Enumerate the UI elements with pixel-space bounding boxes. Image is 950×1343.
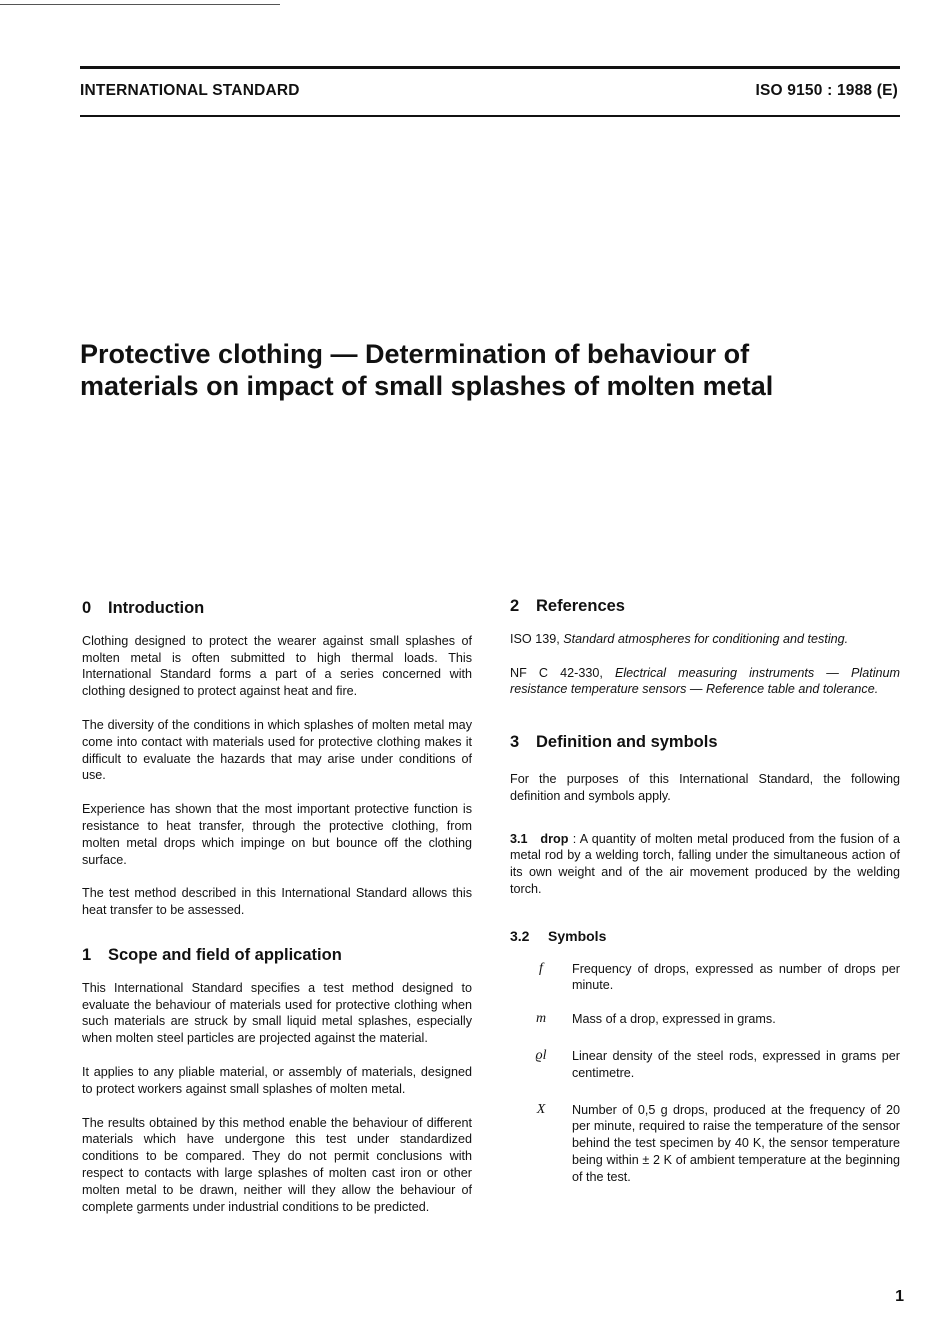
symbol-item — [510, 961, 900, 995]
symbol-item — [510, 1011, 900, 1028]
intro-paragraph-2: The diversity of the conditions in which splashes of molten metal may come into contact with materials used for protective clothing makes it difficult to evaluate the hazards that may arise under conditions of use. — [82, 717, 472, 783]
symbol-description: Number of 0,5 g drops, produced at the frequency of 20 per minute, required to raise the temperature of the sensor behind the test specimen by 40 K, the sensor temperature being within ± 2 K of ambient temperature at the beginning of the test. — [572, 1102, 900, 1184]
section-2-heading: 2 References — [510, 597, 625, 615]
subsection-3-2-heading: 3.2 Symbols — [510, 927, 607, 944]
symbol-item — [510, 1048, 900, 1082]
scope-paragraph-1: This International Standard specifies a test method designed to evaluate the behaviour of materials used for protective clothing when such materials are struck by small liquid metal splashes, especially when molten steel particles are projected against the material. — [82, 980, 472, 1046]
left-column — [82, 600, 472, 1232]
title-line-2: materials on impact of small splashes of molten metal — [80, 371, 774, 401]
reference-nf-c-42-330: NF C 42-330, Electrical measuring instruments — Platinum resistance temperature sensors — Reference table and tolerance. — [510, 665, 901, 697]
symbol-item — [510, 1102, 900, 1186]
intro-paragraph-1: Clothing designed to protect the wearer against small splashes of molten metal is often submitted to high thermal loads. This International Standard forms a part of a series concerned with clothing designed to protect against heat and fire. — [82, 633, 472, 699]
reference-iso-139: ISO 139, Standard atmospheres for conditioning and testing. — [510, 631, 849, 646]
title-line-1: Protective clothing — Determination of behaviour of — [80, 339, 750, 369]
page-number: 1 — [895, 1288, 904, 1305]
top-margin-rule — [0, 4, 280, 5]
symbol-rho-l: ϱl — [535, 1047, 547, 1063]
definition-3-1: 3.1 drop : A quantity of molten metal produced from the fusion of a metal rod by a welding torch, falling under the simultaneous action of its own weight and of the air movement produced by the welding torch. — [510, 831, 900, 896]
section-0-heading: 0 Introduction — [82, 599, 205, 617]
symbol-m: m — [535, 1011, 547, 1027]
header-top-rule — [80, 66, 900, 69]
symbol-description: Mass of a drop, expressed in grams. — [572, 1012, 776, 1027]
right-column — [510, 598, 900, 1203]
section-3-heading: 3 Definition and symbols — [510, 733, 718, 752]
intro-paragraph-3: Experience has shown that the most important protective function is resistance to heat transfer, through the protective clothing, from molten metal drops which impinge on but bounce off the clothing surface. — [82, 802, 472, 867]
section-1-heading: 1 Scope and field of application — [82, 945, 342, 964]
symbol-description: Frequency of drops, expressed as number of drops per minute. — [572, 961, 900, 993]
scope-paragraph-2: It applies to any pliable material, or assembly of materials, designed to protect workers against small splashes of molten metal. — [82, 1064, 472, 1096]
definitions-intro: For the purposes of this International Standard, the following definition and symbols apply. — [510, 771, 900, 803]
header-bottom-rule — [80, 115, 900, 117]
symbol-f: f — [539, 960, 543, 976]
scope-paragraph-3: The results obtained by this method enable the behaviour of different materials which have undergone this test under standardized conditions to be compared. They do not permit conclusions with respect to contacts with large splashes of molten cast iron or other molten metal to be drawn, neither will they allow the behaviour of complete garments under industrial conditions to be predicted. — [82, 1115, 472, 1214]
intro-paragraph-4: The test method described in this International Standard allows this heat transfer to be assessed. — [82, 886, 472, 918]
symbol-description: Linear density of the steel rods, expressed in grams per centimetre. — [572, 1048, 900, 1080]
document-title — [80, 338, 900, 402]
header-right: ISO 9150 : 1988 (E) — [755, 82, 898, 99]
symbol-x: X — [536, 1101, 546, 1117]
header-left: INTERNATIONAL STANDARD — [80, 82, 300, 99]
